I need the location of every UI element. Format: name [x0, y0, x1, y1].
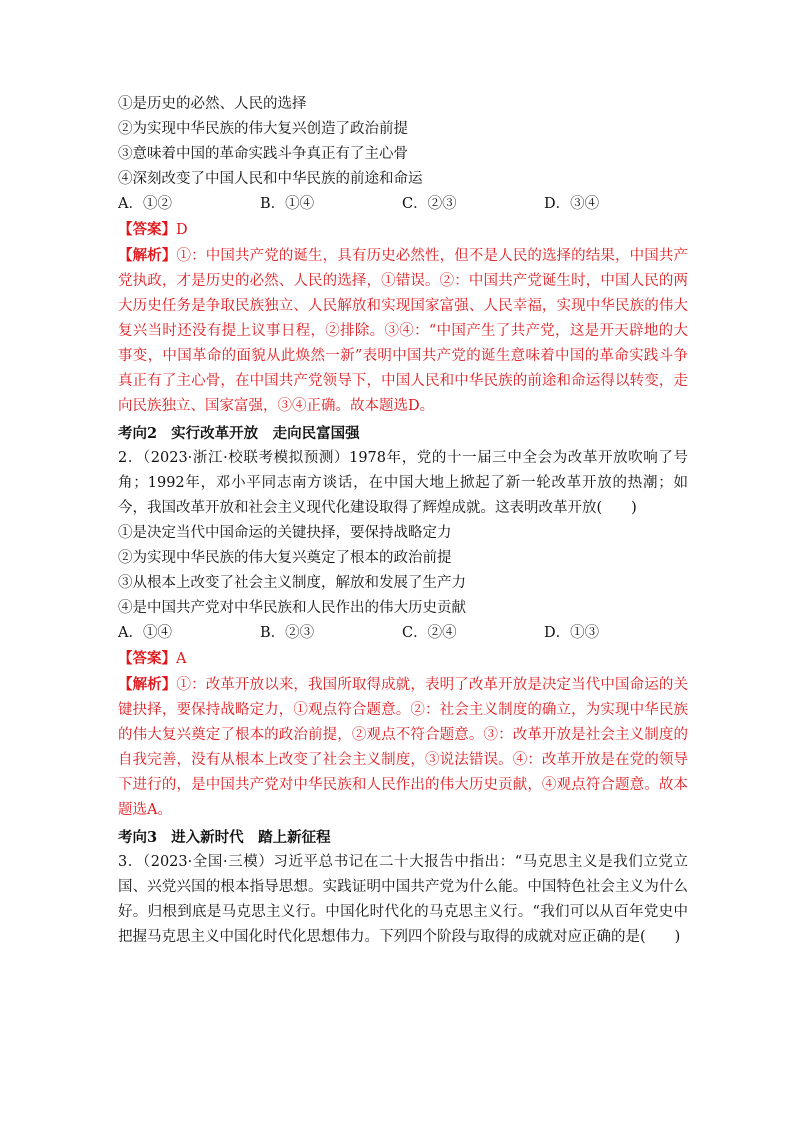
q1-option-b: B．①④ [260, 196, 315, 212]
q1-analysis-text: ①：中国共产党的诞生，具有历史必然性，但不是人民的选择的结果，中国共产党执政，才是历史的必然、人民的选择，①错误。②：中国共产党诞生时，中国人民的两大历史任务是争取民族独立、人民解放和实现国家富强、人民幸福，实现中华民族的伟大复兴当时还没有提上议事日程，②排除。③④：“中国产生了共产党，这是开天辟地的大事变，中国革命的面貌从此焕然一新”表明中国共产党的诞生意味着中国的革命实践斗争真正有了主心骨，在中国共产党领导下，中国人民和中华民族的前途和命运得以转变，走向民族独立、国家富强，③④正确。故本题选D。 [118, 248, 689, 414]
q2-option-c: C．②④ [402, 625, 457, 641]
q2-options [118, 621, 688, 646]
q2-option-b: B．②③ [260, 625, 315, 641]
document-page [118, 92, 688, 950]
q2-option-a: A．①④ [118, 625, 172, 641]
q2-option-d: D．①③ [544, 625, 600, 641]
q2-analysis-label: 【解析】 [118, 676, 177, 693]
q1-answer-value: D [176, 222, 188, 238]
heading-3-title: 进入新时代 踏上新征程 [171, 829, 331, 846]
q1-statement-2: ②为实现中华民族的伟大复兴创造了政治前提 [118, 121, 408, 137]
q1-option-a: A．①② [118, 196, 172, 212]
heading-2-title: 实行改革开放 走向民富国强 [171, 425, 360, 442]
q1-analysis [118, 243, 688, 419]
q2-analysis-text: ①：改革开放以来，我国所取得成就，表明了改革开放是决定当代中国命运的关键抉择，要保持战略定力，①观点符合题意。②：社会主义制度的确立，为实现中华民族的伟大复兴奠定了根本的政治前提，②观点不符合题意。③：改革开放是社会主义制度的自我完善，没有从根本上改变了社会主义制度，③说法错误。④：改革开放是在党的领导下进行的，是中国共产党对中华民族和人民作出的伟大历史贡献，④观点符合题意。故本题选A。 [118, 677, 689, 818]
q2-statement-4: ④是中国共产党对中华民族和人民作出的伟大历史贡献 [118, 600, 466, 616]
q1-statement-3: ③意味着中国的革命实践斗争真正有了主心骨 [118, 146, 408, 162]
q1-analysis-label: 【解析】 [118, 247, 177, 264]
q2-stem: 2．（2023·浙江·校联考模拟预测）1978年，党的十一届三中全会为改革开放吹响了号角；1992年，邓小平同志南方谈话，在中国大地上掀起了新一轮改革开放的热潮；如今，我国改革开放和社会主义现代化建设取得了辉煌成就。这表明改革开放( ) [118, 450, 688, 516]
heading-2-prefix: 考向2 [118, 425, 158, 442]
q1-answer-label: 【答案】 [118, 221, 176, 238]
q1-statement-1: ①是历史的必然、人民的选择 [118, 96, 307, 112]
q2-analysis [118, 672, 688, 823]
heading-3-prefix: 考向3 [118, 829, 158, 846]
q2-statement-1: ①是决定当代中国命运的关键抉择，要保持战略定力 [118, 525, 452, 541]
q2-statement-2: ②为实现中华民族的伟大复兴奠定了根本的政治前提 [118, 550, 452, 566]
section-heading-2 [118, 421, 688, 446]
q1-option-c: C．②③ [402, 196, 457, 212]
q1-answer [118, 217, 688, 243]
q1-options [118, 192, 688, 217]
q1-statement-4: ④深刻改变了中国人民和中华民族的前途和命运 [118, 171, 423, 187]
q3-stem: 3．（2023·全国·三模）习近平总书记在二十大报告中指出：“马克思主义是我们立党立国、兴党兴国的根本指导思想。实践证明中国共产党为什么能。中国特色社会主义为什么好。归根到底是马克思主义行。中国化时代化的马克思主义行。“我们可以从百年党史中把握马克思主义中国化时代化思想伟力。下列四个阶段与取得的成就对应正确的是( ) [118, 854, 688, 945]
q2-statement-3: ③从根本上改变了社会主义制度，解放和发展了生产力 [118, 575, 466, 591]
q2-answer [118, 646, 688, 672]
q1-option-d: D．③④ [544, 196, 600, 212]
q2-answer-label: 【答案】 [118, 650, 176, 667]
section-heading-3 [118, 825, 688, 850]
q2-answer-value: A [176, 651, 187, 667]
